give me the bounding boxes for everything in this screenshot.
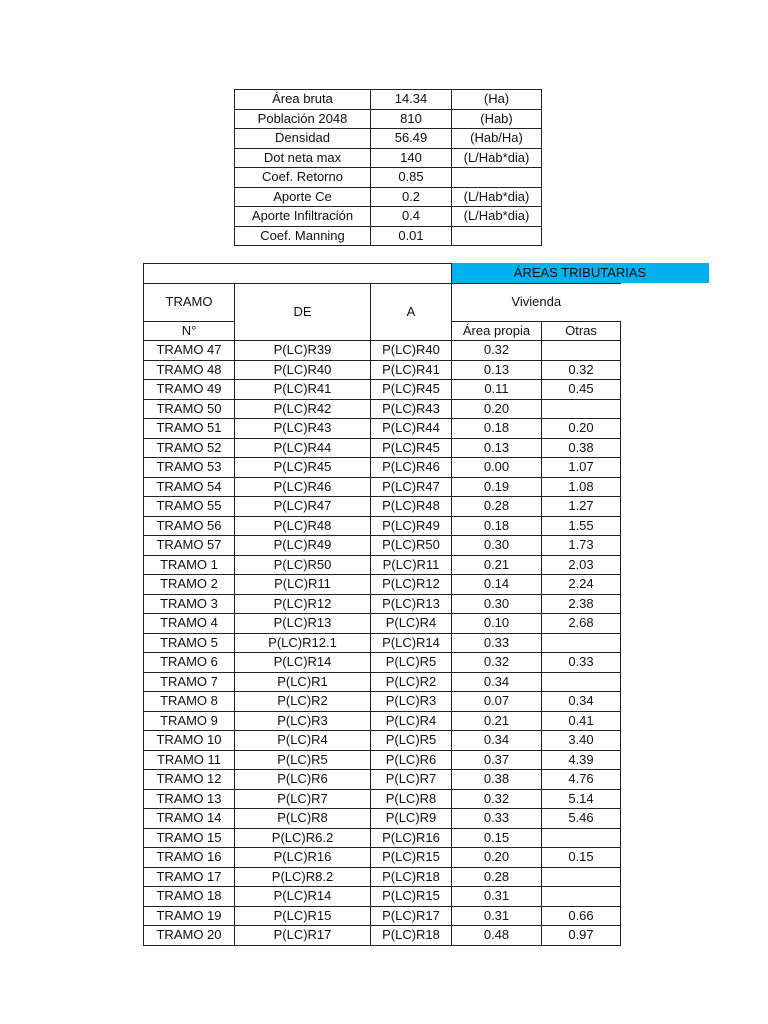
header-otras: Otras [542,321,621,341]
table-row [144,575,621,595]
param-label: Área bruta [235,90,371,110]
table-row [144,536,621,556]
cell-tramo: TRAMO 56 [144,516,235,536]
parameters-table [234,89,542,246]
cell-a: P(LC)R5 [371,731,452,751]
table-row [144,887,621,907]
cell-area-propia: 0.20 [452,848,542,868]
cell-tramo: TRAMO 5 [144,633,235,653]
cell-area-propia: 0.21 [452,555,542,575]
cell-tramo: TRAMO 57 [144,536,235,556]
cell-a: P(LC)R45 [371,438,452,458]
cell-area-propia: 0.30 [452,594,542,614]
cell-de: P(LC)R50 [235,555,371,575]
cell-a: P(LC)R17 [371,906,452,926]
cell-area-propia: 0.32 [452,653,542,673]
cell-tramo: TRAMO 50 [144,399,235,419]
cell-de: P(LC)R44 [235,438,371,458]
param-value: 810 [371,109,452,129]
param-row [235,148,542,168]
cell-a: P(LC)R18 [371,867,452,887]
param-label: Población 2048 [235,109,371,129]
cell-otras [542,887,621,907]
cell-otras: 4.76 [542,770,621,790]
cell-otras [542,633,621,653]
table-row [144,692,621,712]
cell-otras: 2.38 [542,594,621,614]
cell-tramo: TRAMO 1 [144,555,235,575]
header-numero: N° [144,321,235,341]
cell-de: P(LC)R5 [235,750,371,770]
table-row [144,399,621,419]
table-row [144,419,621,439]
cell-otras: 2.24 [542,575,621,595]
param-value: 14.34 [371,90,452,110]
header-blank [144,264,452,284]
cell-area-propia: 0.00 [452,458,542,478]
cell-de: P(LC)R40 [235,360,371,380]
cell-de: P(LC)R41 [235,380,371,400]
cell-otras: 0.38 [542,438,621,458]
cell-otras: 5.46 [542,809,621,829]
cell-tramo: TRAMO 53 [144,458,235,478]
header-area-propia: Área propia [452,321,542,341]
param-row [235,226,542,246]
cell-a: P(LC)R44 [371,419,452,439]
cell-area-propia: 0.15 [452,828,542,848]
cell-area-propia: 0.10 [452,614,542,634]
cell-tramo: TRAMO 15 [144,828,235,848]
cell-de: P(LC)R14 [235,887,371,907]
cell-a: P(LC)R41 [371,360,452,380]
table-row [144,458,621,478]
cell-de: P(LC)R12 [235,594,371,614]
table-row [144,789,621,809]
table-row [144,828,621,848]
table-row [144,594,621,614]
cell-tramo: TRAMO 19 [144,906,235,926]
cell-a: P(LC)R8 [371,789,452,809]
cell-otras: 2.68 [542,614,621,634]
cell-a: P(LC)R43 [371,399,452,419]
cell-a: P(LC)R4 [371,711,452,731]
cell-tramo: TRAMO 9 [144,711,235,731]
table-row [144,848,621,868]
cell-otras: 1.08 [542,477,621,497]
cell-otras: 0.66 [542,906,621,926]
cell-de: P(LC)R14 [235,653,371,673]
cell-de: P(LC)R6.2 [235,828,371,848]
param-value: 56.49 [371,129,452,149]
cell-tramo: TRAMO 10 [144,731,235,751]
cell-otras: 0.15 [542,848,621,868]
cell-otras: 4.39 [542,750,621,770]
cell-de: P(LC)R7 [235,789,371,809]
table-row [144,614,621,634]
cell-de: P(LC)R6 [235,770,371,790]
cell-a: P(LC)R7 [371,770,452,790]
cell-de: P(LC)R47 [235,497,371,517]
param-value: 0.4 [371,207,452,227]
cell-de: P(LC)R43 [235,419,371,439]
cell-tramo: TRAMO 4 [144,614,235,634]
cell-a: P(LC)R49 [371,516,452,536]
cell-otras: 1.07 [542,458,621,478]
param-label: Densidad [235,129,371,149]
cell-de: P(LC)R12.1 [235,633,371,653]
cell-otras: 0.33 [542,653,621,673]
param-unit: (Hab/Ha) [452,129,542,149]
cell-tramo: TRAMO 11 [144,750,235,770]
areas-tributarias-banner: ÁREAS TRIBUTARIAS [451,263,709,283]
cell-otras: 1.27 [542,497,621,517]
cell-area-propia: 0.38 [452,770,542,790]
param-row [235,187,542,207]
cell-otras: 1.73 [542,536,621,556]
cell-a: P(LC)R15 [371,848,452,868]
cell-de: P(LC)R2 [235,692,371,712]
param-unit: (L/Hab*dia) [452,207,542,227]
cell-a: P(LC)R47 [371,477,452,497]
cell-area-propia: 0.13 [452,438,542,458]
cell-tramo: TRAMO 49 [144,380,235,400]
cell-de: P(LC)R4 [235,731,371,751]
header-tramo: TRAMO [144,283,235,321]
cell-de: P(LC)R1 [235,672,371,692]
cell-a: P(LC)R50 [371,536,452,556]
param-label: Dot neta max [235,148,371,168]
cell-otras: 3.40 [542,731,621,751]
cell-area-propia: 0.33 [452,809,542,829]
cell-tramo: TRAMO 47 [144,341,235,361]
cell-otras: 1.55 [542,516,621,536]
cell-a: P(LC)R9 [371,809,452,829]
cell-tramo: TRAMO 8 [144,692,235,712]
cell-de: P(LC)R42 [235,399,371,419]
cell-tramo: TRAMO 55 [144,497,235,517]
cell-de: P(LC)R45 [235,458,371,478]
cell-a: P(LC)R16 [371,828,452,848]
cell-a: P(LC)R2 [371,672,452,692]
cell-area-propia: 0.11 [452,380,542,400]
cell-a: P(LC)R14 [371,633,452,653]
cell-tramo: TRAMO 3 [144,594,235,614]
cell-area-propia: 0.14 [452,575,542,595]
table-row [144,341,621,361]
table-row [144,906,621,926]
cell-tramo: TRAMO 13 [144,789,235,809]
cell-tramo: TRAMO 18 [144,887,235,907]
cell-area-propia: 0.19 [452,477,542,497]
cell-a: P(LC)R40 [371,341,452,361]
cell-de: P(LC)R8 [235,809,371,829]
param-value: 0.01 [371,226,452,246]
cell-a: P(LC)R12 [371,575,452,595]
cell-a: P(LC)R5 [371,653,452,673]
cell-tramo: TRAMO 54 [144,477,235,497]
cell-area-propia: 0.33 [452,633,542,653]
cell-de: P(LC)R17 [235,926,371,946]
table-row [144,360,621,380]
param-value: 140 [371,148,452,168]
cell-otras: 0.32 [542,360,621,380]
cell-tramo: TRAMO 12 [144,770,235,790]
cell-de: P(LC)R39 [235,341,371,361]
table-row [144,672,621,692]
cell-tramo: TRAMO 48 [144,360,235,380]
table-row [144,516,621,536]
table-row [144,711,621,731]
table-row [144,809,621,829]
cell-area-propia: 0.31 [452,887,542,907]
cell-a: P(LC)R15 [371,887,452,907]
cell-otras [542,672,621,692]
cell-area-propia: 0.28 [452,497,542,517]
table-row [144,731,621,751]
cell-area-propia: 0.32 [452,341,542,361]
cell-area-propia: 0.13 [452,360,542,380]
cell-tramo: TRAMO 14 [144,809,235,829]
cell-otras [542,867,621,887]
cell-otras: 5.14 [542,789,621,809]
table-row [144,926,621,946]
table-row [144,633,621,653]
cell-tramo: TRAMO 20 [144,926,235,946]
table-row [144,653,621,673]
cell-a: P(LC)R4 [371,614,452,634]
cell-a: P(LC)R18 [371,926,452,946]
cell-area-propia: 0.07 [452,692,542,712]
tramos-table [143,263,621,946]
table-row [144,867,621,887]
cell-de: P(LC)R48 [235,516,371,536]
cell-tramo: TRAMO 16 [144,848,235,868]
cell-otras [542,828,621,848]
cell-area-propia: 0.28 [452,867,542,887]
cell-area-propia: 0.18 [452,516,542,536]
param-row [235,207,542,227]
table-row [144,477,621,497]
param-row [235,109,542,129]
table-row [144,750,621,770]
table-row [144,497,621,517]
cell-tramo: TRAMO 52 [144,438,235,458]
cell-a: P(LC)R46 [371,458,452,478]
param-label: Aporte Ce [235,187,371,207]
cell-otras: 0.34 [542,692,621,712]
table-row [144,555,621,575]
cell-area-propia: 0.34 [452,731,542,751]
cell-a: P(LC)R11 [371,555,452,575]
cell-area-propia: 0.34 [452,672,542,692]
table-row [144,770,621,790]
cell-otras: 0.97 [542,926,621,946]
cell-a: P(LC)R3 [371,692,452,712]
cell-de: P(LC)R15 [235,906,371,926]
param-row [235,129,542,149]
param-label: Coef. Manning [235,226,371,246]
header-banner-space [452,264,621,284]
cell-area-propia: 0.31 [452,906,542,926]
cell-otras: 0.45 [542,380,621,400]
cell-a: P(LC)R48 [371,497,452,517]
cell-de: P(LC)R11 [235,575,371,595]
cell-de: P(LC)R3 [235,711,371,731]
cell-tramo: TRAMO 17 [144,867,235,887]
cell-otras: 2.03 [542,555,621,575]
cell-area-propia: 0.48 [452,926,542,946]
cell-de: P(LC)R16 [235,848,371,868]
cell-de: P(LC)R49 [235,536,371,556]
cell-tramo: TRAMO 51 [144,419,235,439]
table-row [144,438,621,458]
cell-area-propia: 0.20 [452,399,542,419]
param-row [235,90,542,110]
header-a: A [371,283,452,341]
cell-de: P(LC)R8.2 [235,867,371,887]
table-row [144,380,621,400]
cell-a: P(LC)R45 [371,380,452,400]
cell-tramo: TRAMO 7 [144,672,235,692]
cell-de: P(LC)R46 [235,477,371,497]
cell-de: P(LC)R13 [235,614,371,634]
cell-a: P(LC)R6 [371,750,452,770]
param-unit: (L/Hab*dia) [452,187,542,207]
header-de: DE [235,283,371,341]
cell-area-propia: 0.32 [452,789,542,809]
cell-area-propia: 0.30 [452,536,542,556]
param-value: 0.2 [371,187,452,207]
param-unit: (Hab) [452,109,542,129]
param-label: Aporte Infiltración [235,207,371,227]
cell-area-propia: 0.37 [452,750,542,770]
param-value: 0.85 [371,168,452,188]
cell-area-propia: 0.18 [452,419,542,439]
param-label: Coef. Retorno [235,168,371,188]
param-unit [452,168,542,188]
cell-otras: 0.20 [542,419,621,439]
header-vivienda: Vivienda [452,283,621,321]
cell-tramo: TRAMO 2 [144,575,235,595]
cell-otras [542,341,621,361]
cell-tramo: TRAMO 6 [144,653,235,673]
param-unit: (L/Hab*dia) [452,148,542,168]
param-unit [452,226,542,246]
cell-otras: 0.41 [542,711,621,731]
param-unit: (Ha) [452,90,542,110]
cell-area-propia: 0.21 [452,711,542,731]
cell-otras [542,399,621,419]
param-row [235,168,542,188]
cell-a: P(LC)R13 [371,594,452,614]
